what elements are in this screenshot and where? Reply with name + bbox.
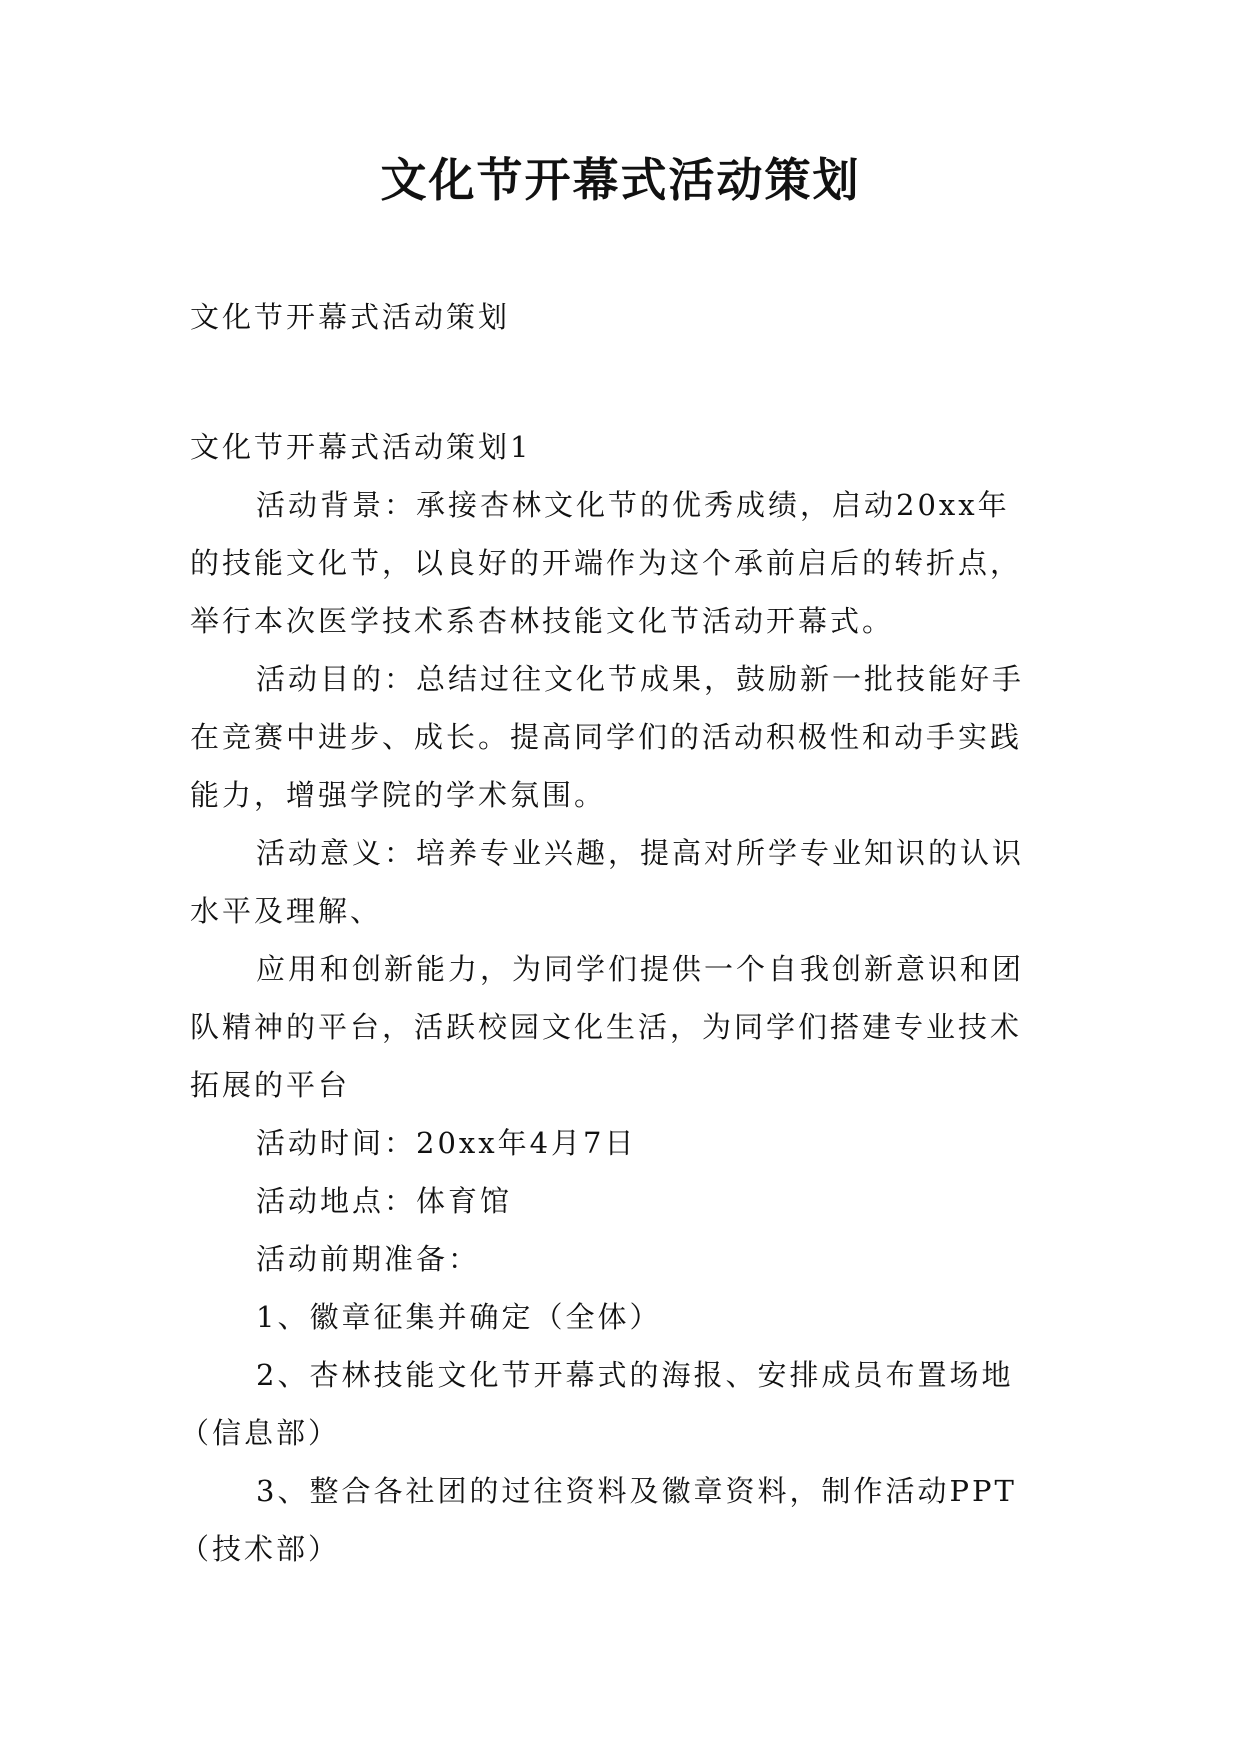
section-title: 文化节开幕式活动策划1 xyxy=(190,430,532,464)
document-subtitle: 文化节开幕式活动策划 xyxy=(190,300,511,334)
document-body xyxy=(180,288,1052,1578)
list-item-prep-1: 1、徽章征集并确定（全体） xyxy=(256,1300,662,1334)
paragraph-background: 活动背景：承接杏林文化节的优秀成绩，启动20xx年 的技能文化节，以良好的开端作为这个承前启后的转折点， 举行本次医学技术系杏林技能文化节活动开幕式。 xyxy=(190,488,1023,638)
paragraph-location: 活动地点：体育馆 xyxy=(256,1184,513,1218)
document-title: 文化节开幕式活动策划 xyxy=(380,153,861,207)
paragraph-prep-title: 活动前期准备： xyxy=(256,1242,481,1276)
paragraph-time: 活动时间：20xx年4月7日 xyxy=(256,1126,637,1160)
paragraph-application: 应用和创新能力，为同学们提供一个自我创新意识和团 队精神的平台，活跃校园文化生活，为同学们搭建专业技术 拓展的平台 xyxy=(190,952,1025,1102)
list-item-prep-3: 3、整合各社团的过往资料及徽章资料，制作活动PPT （技术部） xyxy=(180,1474,1017,1566)
paragraph-purpose: 活动目的：总结过往文化节成果，鼓励新一批技能好手 在竞赛中进步、成长。提高同学们的活动积极性和动手实践 能力，增强学院的学术氛围。 xyxy=(190,662,1025,812)
paragraph-meaning: 活动意义：培养专业兴趣，提高对所学专业知识的认识 水平及理解、 xyxy=(190,836,1025,928)
list-item-prep-2: 2、杏林技能文化节开幕式的海报、安排成员布置场地 （信息部） xyxy=(180,1358,1014,1450)
